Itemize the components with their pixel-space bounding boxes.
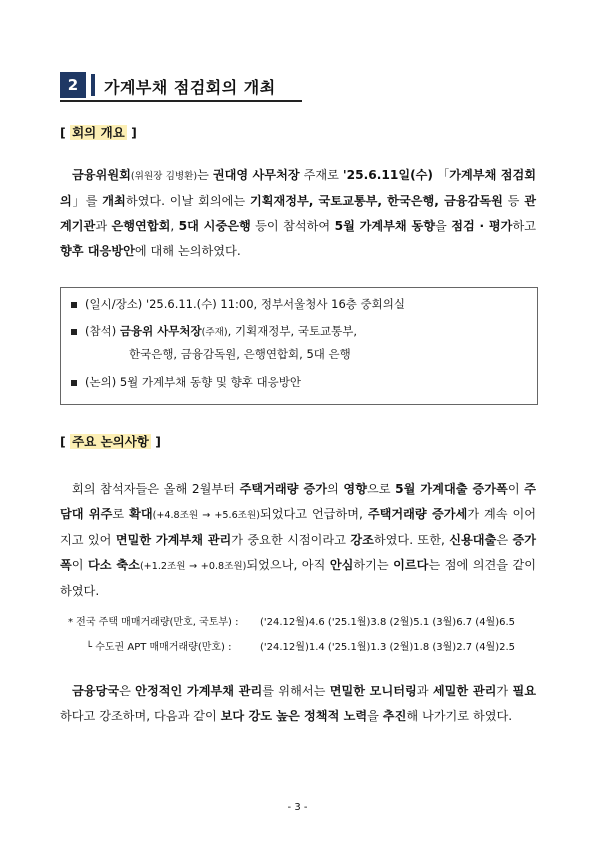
box-item-text: (논의) 5월 가계부채 동향 및 향후 대응방안 [85,375,301,389]
bracket-open: [ [60,434,71,449]
text-bold: 면밀한 가계부채 관리 [115,533,232,547]
section-header [60,72,302,102]
text: 하기는 [353,558,394,572]
footnote-label: └ 수도권 APT 매매거래량(만호) : [86,642,232,653]
text: 를 위해서는 [262,684,330,698]
overview-heading [60,123,137,141]
text-note: (+4.8조원 → +5.6조원) [152,510,260,521]
text-bold: 금융당국 [72,684,120,698]
square-bullet-icon [71,329,77,335]
text: 하다고 강조하며, 다음과 같이 [60,709,221,723]
text: 하고 [512,219,536,233]
box-item-attendees-line2: 한국은행, 금융감독원, 은행연합회, 5대 은행 [129,347,351,361]
text: 과 [416,684,433,698]
text: 가 계속 이어지고 있어 [60,507,536,547]
box-item-text: (일시/장소) '25.6.11.(수) 11:00, 정부서울청사 16층 중회의실 [85,297,405,311]
text-bold: 권대영 사무처장 [212,168,300,182]
text: 주재로 [299,168,343,182]
text-bold: 세밀한 관리 [432,684,497,698]
meeting-info-box [60,287,538,405]
text-bold: 5월 가계부채 동향 [334,219,436,233]
footnote-national-housing [68,613,516,628]
text: 에 대해 논의하였다. [134,244,241,258]
text: 가 중요한 시점이라고 [231,533,351,547]
discussion-heading-text: 주요 논의사항 [72,434,149,449]
box-item-note: (주재) [201,327,228,338]
text: 을 [435,219,452,233]
text: 하였다. 또한, [373,533,450,547]
text: 등이 참석하여 [250,219,335,233]
text: 이 [507,482,525,496]
box-item-bold: 금융위 사무처장 [119,324,202,338]
square-bullet-icon [71,380,77,386]
footnote-capital-apt [86,638,516,653]
text-bold: 다소 축소 [88,558,140,572]
text: 는 [197,168,213,182]
text-bold: 점검 · 평가 [451,219,513,233]
text-bold: 추진 [382,709,407,723]
text-bold: 가계부채 점검회의 [60,168,537,208]
text-bold: 영향 [343,482,367,496]
text: 이 [71,558,89,572]
text: , [170,219,179,233]
text-bold: 보다 강도 높은 정책적 노력 [220,709,368,723]
box-item-text: , 기획재정부, 국토교통부, [227,324,358,338]
text-bold: 5월 가계대출 증가폭 [395,482,508,496]
text-bold: 증가폭 [60,533,536,572]
text-bold: 안심 [329,558,354,572]
text: 은 [119,684,136,698]
text-bold: 강조 [350,533,374,547]
text: 로 [112,507,130,521]
text: 으로 [366,482,396,496]
text: 해 나가기로 하였다. [406,709,513,723]
text-bold: 주택거래량 증가세 [367,507,468,521]
page-number: - 3 - [287,802,308,813]
text: 되었으나, 아직 [246,558,330,572]
text-bold: 개최 [102,194,126,208]
discussion-paragraph [60,477,536,604]
text-bold: '25.6.11일(수) [342,168,433,182]
footnote-values: ('24.12월)1.4 ('25.1월)1.3 (2월)1.8 (3월)2.7 (4월)2.5 [260,642,516,653]
text-bold: 면밀한 모니터링 [329,684,417,698]
text: 의 [327,482,344,496]
section-accent-bar [91,74,95,96]
text-bold: 주택거래량 증가 [239,482,327,496]
text-bold: 확대 [129,507,153,521]
text-bold: 주담대 위주 [60,482,537,521]
text-bold: 이르다 [393,558,429,572]
text-bold: 은행연합회 [111,219,171,233]
text-note: (+1.2조원 → +0.8조원) [139,561,247,572]
text: 는 점에 의견을 같이 하였다. [60,558,537,598]
text-bold: 5대 시중은행 [178,219,251,233]
text: 은 [496,533,513,547]
bracket-open: [ [60,125,71,140]
text: 가 [496,684,513,698]
text-bold: 금융위원회 [72,168,131,182]
text-bold: 기획재정부, 국토교통부, 한국은행, 금융감독원 [249,194,503,208]
closing-paragraph [60,679,536,729]
text: 과 [95,219,112,233]
text-bold: 필요 [512,684,537,698]
text: 등 [502,194,525,208]
footnote-label: * 전국 주택 매매거래량(만호, 국토부) : [68,617,239,628]
text-bold: 관계기관 [60,194,536,233]
text: 하였다. 이날 회의에는 [125,194,250,208]
text: 」를 [71,194,103,208]
box-item-datetime [71,296,405,312]
text-bold: 향후 대응방안 [60,244,135,258]
footnote-values: ('24.12월)4.6 ('25.1월)3.8 (2월)5.1 (3월)6.7 (4월)6.5 [260,617,516,628]
overview-paragraph [60,163,536,264]
text-bold: 신용대출 [449,533,497,547]
box-item-text: (참석) [85,324,120,338]
section-title: 가계부채 점검회의 개최 [104,78,276,97]
overview-heading-text: 회의 개요 [72,125,125,140]
text: 을 [367,709,383,723]
square-bullet-icon [71,302,77,308]
bracket-close: ] [150,434,161,449]
box-item-attendees [71,323,357,339]
text-note: (위원장 김병환) [130,171,198,182]
text: 되었다고 언급하며, [259,507,368,521]
bracket-close: ] [126,125,137,140]
text: 「 [433,168,450,182]
discussion-heading [60,432,161,450]
section-number: 2 [60,72,86,98]
box-item-agenda [71,374,301,390]
text-bold: 안정적인 가계부채 관리 [135,684,263,698]
text: 회의 참석자들은 올해 2월부터 [72,482,240,496]
